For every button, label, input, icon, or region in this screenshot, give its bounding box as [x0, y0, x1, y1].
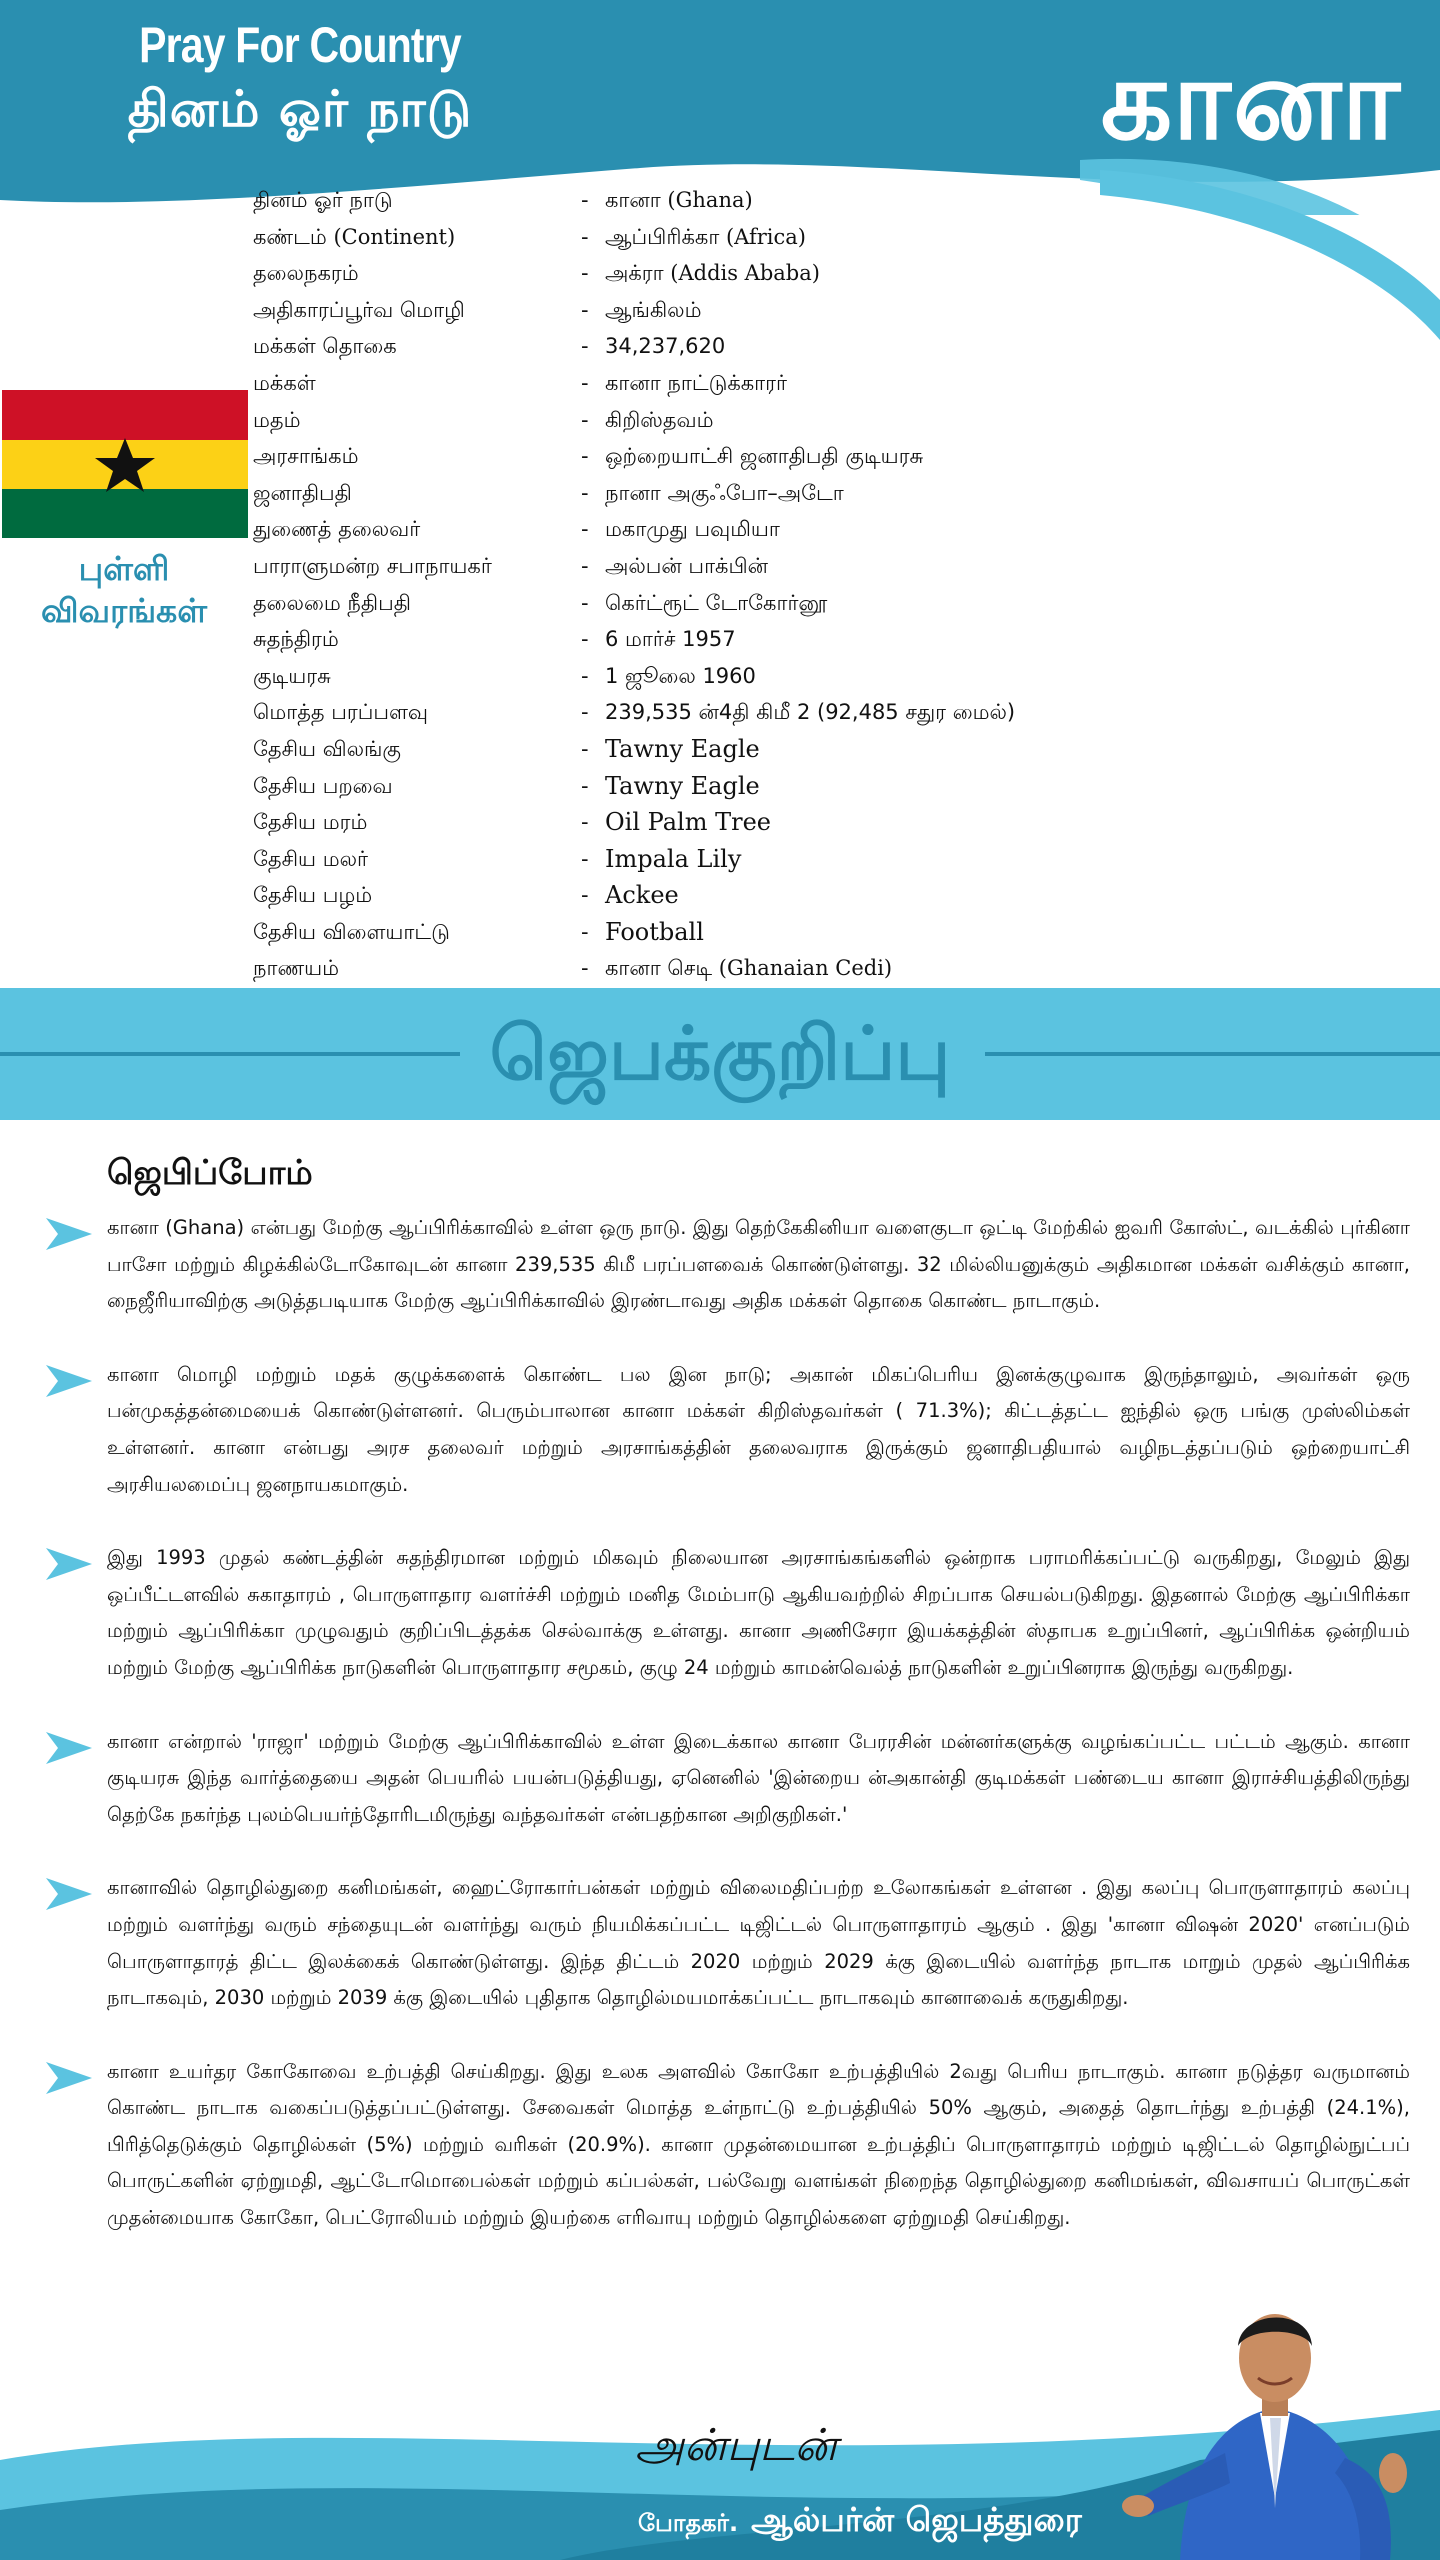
- prayer-banner: [0, 988, 1440, 1120]
- fact-separator: -: [581, 627, 589, 652]
- fact-value: Ackee: [605, 881, 679, 910]
- fact-value: நானா அகுஃபோ–அடோ: [605, 480, 844, 505]
- fact-label: ஜனாதிபதி: [253, 480, 352, 505]
- fact-row: [253, 219, 1353, 256]
- paragraph-text: கானாவில் தொழில்துறை கனிமங்கள், ஹைட்ரோகார்பன்கள் மற்றும் விலைமதிப்பற்ற உலோகங்கள் உள்ளன . இது கலப்பு பொருளாதாரம் கலப்பு மற்றும் வளர்ந்து வரும் சந்தையுடன் வளர்ந்து வரும் நியமிக்கப்பட்ட டிஜிட்டல் பொருளாதாரம் ஆகும் . இது 'கானா விஷன் 2020' எனப்படும் பொருளாதாரத் திட்ட இலக்கைக் கொண்டுள்ளது. இந்த திட்டம் 2020 மற்றும் 2029 க்கு இடையில் வளர்ந்த நாடாக மாறும் முதல் ஆப்பிரிக்க நாடாகவும், 2030 மற்றும் 2039 க்கு இடையில் புதிதாக தொழில்மயமாக்கப்பட்ட நாடாகவும் கானாவைக் கருதுகிறது.: [107, 1876, 1410, 2010]
- fact-label: மொத்த பரப்பளவு: [253, 700, 429, 725]
- preacher-signature: [638, 2500, 1082, 2544]
- fact-label: நாணயம்: [253, 956, 340, 981]
- section-title: ஜெபிப்போம்: [107, 1153, 313, 1193]
- fact-row: [253, 914, 1353, 951]
- fact-separator: -: [581, 334, 589, 359]
- fact-row: [253, 658, 1353, 695]
- prayer-paragraphs: [0, 1210, 1440, 2274]
- fact-label: அரசாங்கம்: [253, 444, 359, 469]
- fact-row: [253, 402, 1353, 439]
- fact-row: [253, 365, 1353, 402]
- fact-label: தேசிய பறவை: [253, 773, 393, 798]
- fact-row: [253, 731, 1353, 768]
- fact-separator: -: [581, 883, 589, 908]
- fact-value: 6 மார்ச் 1957: [605, 627, 736, 652]
- fact-separator: -: [581, 846, 589, 871]
- fact-label: கண்டம் (Continent): [253, 224, 456, 249]
- fact-separator: -: [581, 663, 589, 688]
- fact-value: கிறிஸ்தவம்: [605, 407, 714, 432]
- paragraph-text: கானா என்றால் 'ராஜா' மற்றும் மேற்கு ஆப்பிரிக்காவில் உள்ள இடைக்கால கானா பேரரசின் மன்னர்களுக்கு வழங்கப்பட்ட பட்டம் ஆகும். கானா குடியரசு இந்த வார்த்தையை அதன் பெயரில் பயன்படுத்தியது, ஏனெனில் 'இன்றைய ன்அகான்தி குடிமக்கள் பண்டைய கானா இராச்சியத்திலிருந்து தெற்கே நகர்ந்த புலம்பெயர்ந்தோரிடமிருந்து வந்தவர்கள் என்பதற்கான அறிகுறிகள்.': [107, 1729, 1410, 1826]
- fact-label: அதிகாரப்பூர்வ மொழி: [253, 297, 465, 322]
- fact-label: சுதந்திரம்: [253, 627, 339, 652]
- fact-value: அக்ரா (Addis Ababa): [605, 261, 820, 286]
- brand-logo: [95, 14, 505, 142]
- fact-label: மதம்: [253, 407, 301, 432]
- ghana-flag: [2, 390, 248, 538]
- fact-value: Impala Lily: [605, 844, 742, 873]
- fact-value: மகாமுது பவுமியா: [605, 517, 780, 542]
- fact-value: Football: [605, 917, 704, 946]
- fact-row: [253, 694, 1353, 731]
- fact-value: Tawny Eagle: [605, 771, 760, 800]
- arrow-bullet-icon: [44, 1216, 94, 1252]
- brand-tamil: தினம் ஓர் நாடு: [127, 80, 473, 138]
- fact-value: கானா செடி (Ghanaian Cedi): [605, 956, 893, 981]
- fact-label: தேசிய மலர்: [253, 846, 369, 871]
- fact-separator: -: [581, 773, 589, 798]
- fact-value: கெர்ட்ரூட் டோகோர்னூ: [605, 590, 828, 615]
- fact-separator: -: [581, 444, 589, 469]
- fact-value: 1 ஜூலை 1960: [605, 663, 756, 688]
- fact-label: குடியரசு: [253, 663, 331, 688]
- fact-row: [253, 585, 1353, 622]
- fact-row: [253, 804, 1353, 841]
- fact-value: ஆப்பிரிக்கா (Africa): [605, 224, 806, 249]
- fact-value: கானா நாட்டுக்காரர்: [605, 370, 787, 395]
- arrow-bullet-icon: [44, 1876, 94, 1912]
- fact-row: [253, 182, 1353, 219]
- fact-label: தேசிய விலங்கு: [253, 736, 401, 761]
- fact-label: துணைத் தலைவர்: [253, 517, 421, 542]
- arrow-bullet-icon: [44, 2060, 94, 2096]
- fact-row: [253, 292, 1353, 329]
- fact-separator: -: [581, 407, 589, 432]
- fact-row: [253, 328, 1353, 365]
- fact-row: [253, 511, 1353, 548]
- fact-value: 34,237,620: [605, 334, 726, 359]
- fact-separator: -: [581, 261, 589, 286]
- fact-separator: -: [581, 297, 589, 322]
- fact-separator: -: [581, 553, 589, 578]
- fact-value: Tawny Eagle: [605, 734, 760, 763]
- fact-separator: -: [581, 736, 589, 761]
- prayer-paragraph: [0, 1357, 1440, 1503]
- fact-label: தேசிய விளையாட்டு: [253, 919, 450, 944]
- fact-separator: -: [581, 700, 589, 725]
- fact-separator: -: [581, 919, 589, 944]
- paragraph-text: கானா (Ghana) என்பது மேற்கு ஆப்பிரிக்காவில் உள்ள ஒரு நாடு. இது தெற்கேகினியா வளைகுடா ஒட்டி மேற்கில் ஐவரி கோஸ்ட், வடக்கில் புர்கினா பாசோ மற்றும் கிழக்கில்டோகோவுடன் கானா 239,535 கிமீ பரப்பளவைக் கொண்டுள்ளது. 32 மில்லியனுக்கும் அதிகமான மக்கள் வசிக்கும் கானா, நைஜீரியாவிற்கு அடுத்தபடியாக மேற்கு ஆப்பிரிக்காவில் இரண்டாவது அதிக மக்கள் தொகை கொண்ட நாடாகும்.: [107, 1216, 1410, 1313]
- fact-value: ஆங்கிலம்: [605, 297, 702, 322]
- prayer-paragraph: [0, 1540, 1440, 1686]
- fact-row: [253, 438, 1353, 475]
- arrow-bullet-icon: [44, 1363, 94, 1399]
- fact-separator: -: [581, 480, 589, 505]
- arrow-bullet-icon: [44, 1546, 94, 1582]
- prayer-paragraph: [0, 1870, 1440, 2016]
- fact-label: மக்கள்: [253, 370, 316, 395]
- fact-separator: -: [581, 956, 589, 981]
- fact-label: தேசிய பழம்: [253, 883, 373, 908]
- paragraph-text: இது 1993 முதல் கண்டத்தின் சுதந்திரமான மற்றும் மிகவும் நிலையான அரசாங்கங்களில் ஒன்றாக பராமரிக்கப்பட்டு வருகிறது, மேலும் இது ஒப்பீட்டளவில் சுகாதாரம் , பொருளாதார வளர்ச்சி மற்றும் மனித மேம்பாடு ஆகியவற்றில் சிறப்பாக செயல்படுகிறது. இதனால் மேற்கு ஆப்பிரிக்கா மற்றும் ஆப்பிரிக்கா முழுவதும் குறிப்பிடத்தக்க செல்வாக்கு உள்ளது. கானா அணிசேரா இயக்கத்தின் ஸ்தாபக உறுப்பினர், ஆப்பிரிக்க ஒன்றியம் மற்றும் மேற்கு ஆப்பிரிக்க நாடுகளின் பொருளாதார சமூகம், குழு 24 மற்றும் காமன்வெல்த் நாடுகளின் உறுப்பினராக இருந்து வருகிறது.: [107, 1546, 1410, 1679]
- banner-title: ஜெபக்குறிப்பு: [489, 1011, 951, 1097]
- fact-row: [253, 841, 1353, 878]
- fact-separator: -: [581, 370, 589, 395]
- fact-row: [253, 877, 1353, 914]
- arrow-bullet-icon: [44, 1730, 94, 1766]
- fact-row: [253, 548, 1353, 585]
- paragraph-text: கானா மொழி மற்றும் மதக் குழுக்களைக் கொண்ட பல இன நாடு; அகான் மிகப்பெரிய இனக்குழுவாக இருந்தாலும், அவர்கள் ஒரு பன்முகத்தன்மையைக் கொண்டுள்ளனர். பெரும்பாலான கானா மக்கள் கிறிஸ்தவர்கள் ( 71.3%); கிட்டத்தட்ட ஐந்தில் ஒரு பங்கு முஸ்லிம்கள் உள்ளனர். கானா என்பது அரச தலைவர் மற்றும் அரசாங்கத்தின் தலைவராக இருக்கும் ஜனாதிபதியால் வழிநடத்தப்படும் ஒற்றையாட்சி அரசியலமைப்பு ஜனநாயகமாகும்.: [107, 1362, 1410, 1496]
- fact-label: தலைமை நீதிபதி: [253, 590, 411, 615]
- fact-value: அல்பன் பாக்பின்: [605, 553, 768, 578]
- fact-label: பாராளுமன்ற சபாநாயகர்: [253, 553, 492, 578]
- fact-label: தேசிய மரம்: [253, 810, 368, 835]
- preacher-name: ஆல்பர்ன் ஜெபத்துரை: [751, 2500, 1082, 2539]
- fact-row: [253, 255, 1353, 292]
- fact-separator: -: [581, 810, 589, 835]
- fact-value: ஒற்றையாட்சி ஜனாதிபதி குடியரசு: [605, 444, 924, 469]
- country-title: கானா: [1100, 35, 1402, 165]
- fact-separator: -: [581, 224, 589, 249]
- fact-label: மக்கள் தொகை: [253, 334, 397, 359]
- prayer-paragraph: [0, 1724, 1440, 1834]
- fact-value: 239,535 ன்4தி கிமீ 2 (92,485 சதுர மைல்): [605, 700, 1016, 725]
- prayer-paragraph: [0, 1210, 1440, 1320]
- fact-separator: -: [581, 590, 589, 615]
- brand-english: Pray For Country: [139, 17, 461, 73]
- fact-row: [253, 621, 1353, 658]
- preacher-title: போதகர்.: [638, 2509, 739, 2537]
- preacher-photo: [1110, 2268, 1440, 2560]
- fact-label: தலைநகரம்: [253, 261, 359, 286]
- fact-separator: -: [581, 517, 589, 542]
- facts-list: [253, 182, 1353, 987]
- fact-label: தினம் ஓர் நாடு: [253, 188, 393, 212]
- prayer-paragraph: [0, 2054, 1440, 2237]
- signoff: அன்புடன்: [635, 2420, 837, 2471]
- fact-value: கானா (Ghana): [605, 188, 753, 212]
- facts-heading: புள்ளி விவரங்கள்: [41, 549, 207, 630]
- paragraph-text: கானா உயர்தர கோகோவை உற்பத்தி செய்கிறது. இது உலக அளவில் கோகோ உற்பத்தியில் 2வது பெரிய நாடாகும். கானா நடுத்தர வருமானம் கொண்ட நாடாக வகைப்படுத்தப்பட்டுள்ளது. சேவைகள் மொத்த உள்நாட்டு உற்பத்தியில் 50% ஆகும், அதைத் தொடர்ந்து உற்பத்தி (24.1%), பிரித்தெடுக்கும் தொழில்கள் (5%) மற்றும் வரிகள் (20.9%). கானா முதன்மையான உற்பத்திப் பொருளாதாரம் மற்றும் டிஜிட்டல் தொழில்நுட்பப் பொருட்களின் ஏற்றுமதி, ஆட்டோமொபைல்கள் மற்றும் கப்பல்கள், பல்வேறு வளங்கள் நிறைந்த தொழில்துறை கனிமங்கள், விவசாயப் பொருட்கள் முதன்மையாக கோகோ, பெட்ரோலியம் மற்றும் இயற்கை எரிவாயு மற்றும் தொழில்களை ஏற்றுமதி செய்கிறது.: [107, 2059, 1410, 2230]
- fact-row: [253, 950, 1353, 987]
- fact-row: [253, 768, 1353, 805]
- fact-row: [253, 475, 1353, 512]
- fact-value: Oil Palm Tree: [605, 808, 771, 837]
- fact-separator: -: [581, 188, 589, 212]
